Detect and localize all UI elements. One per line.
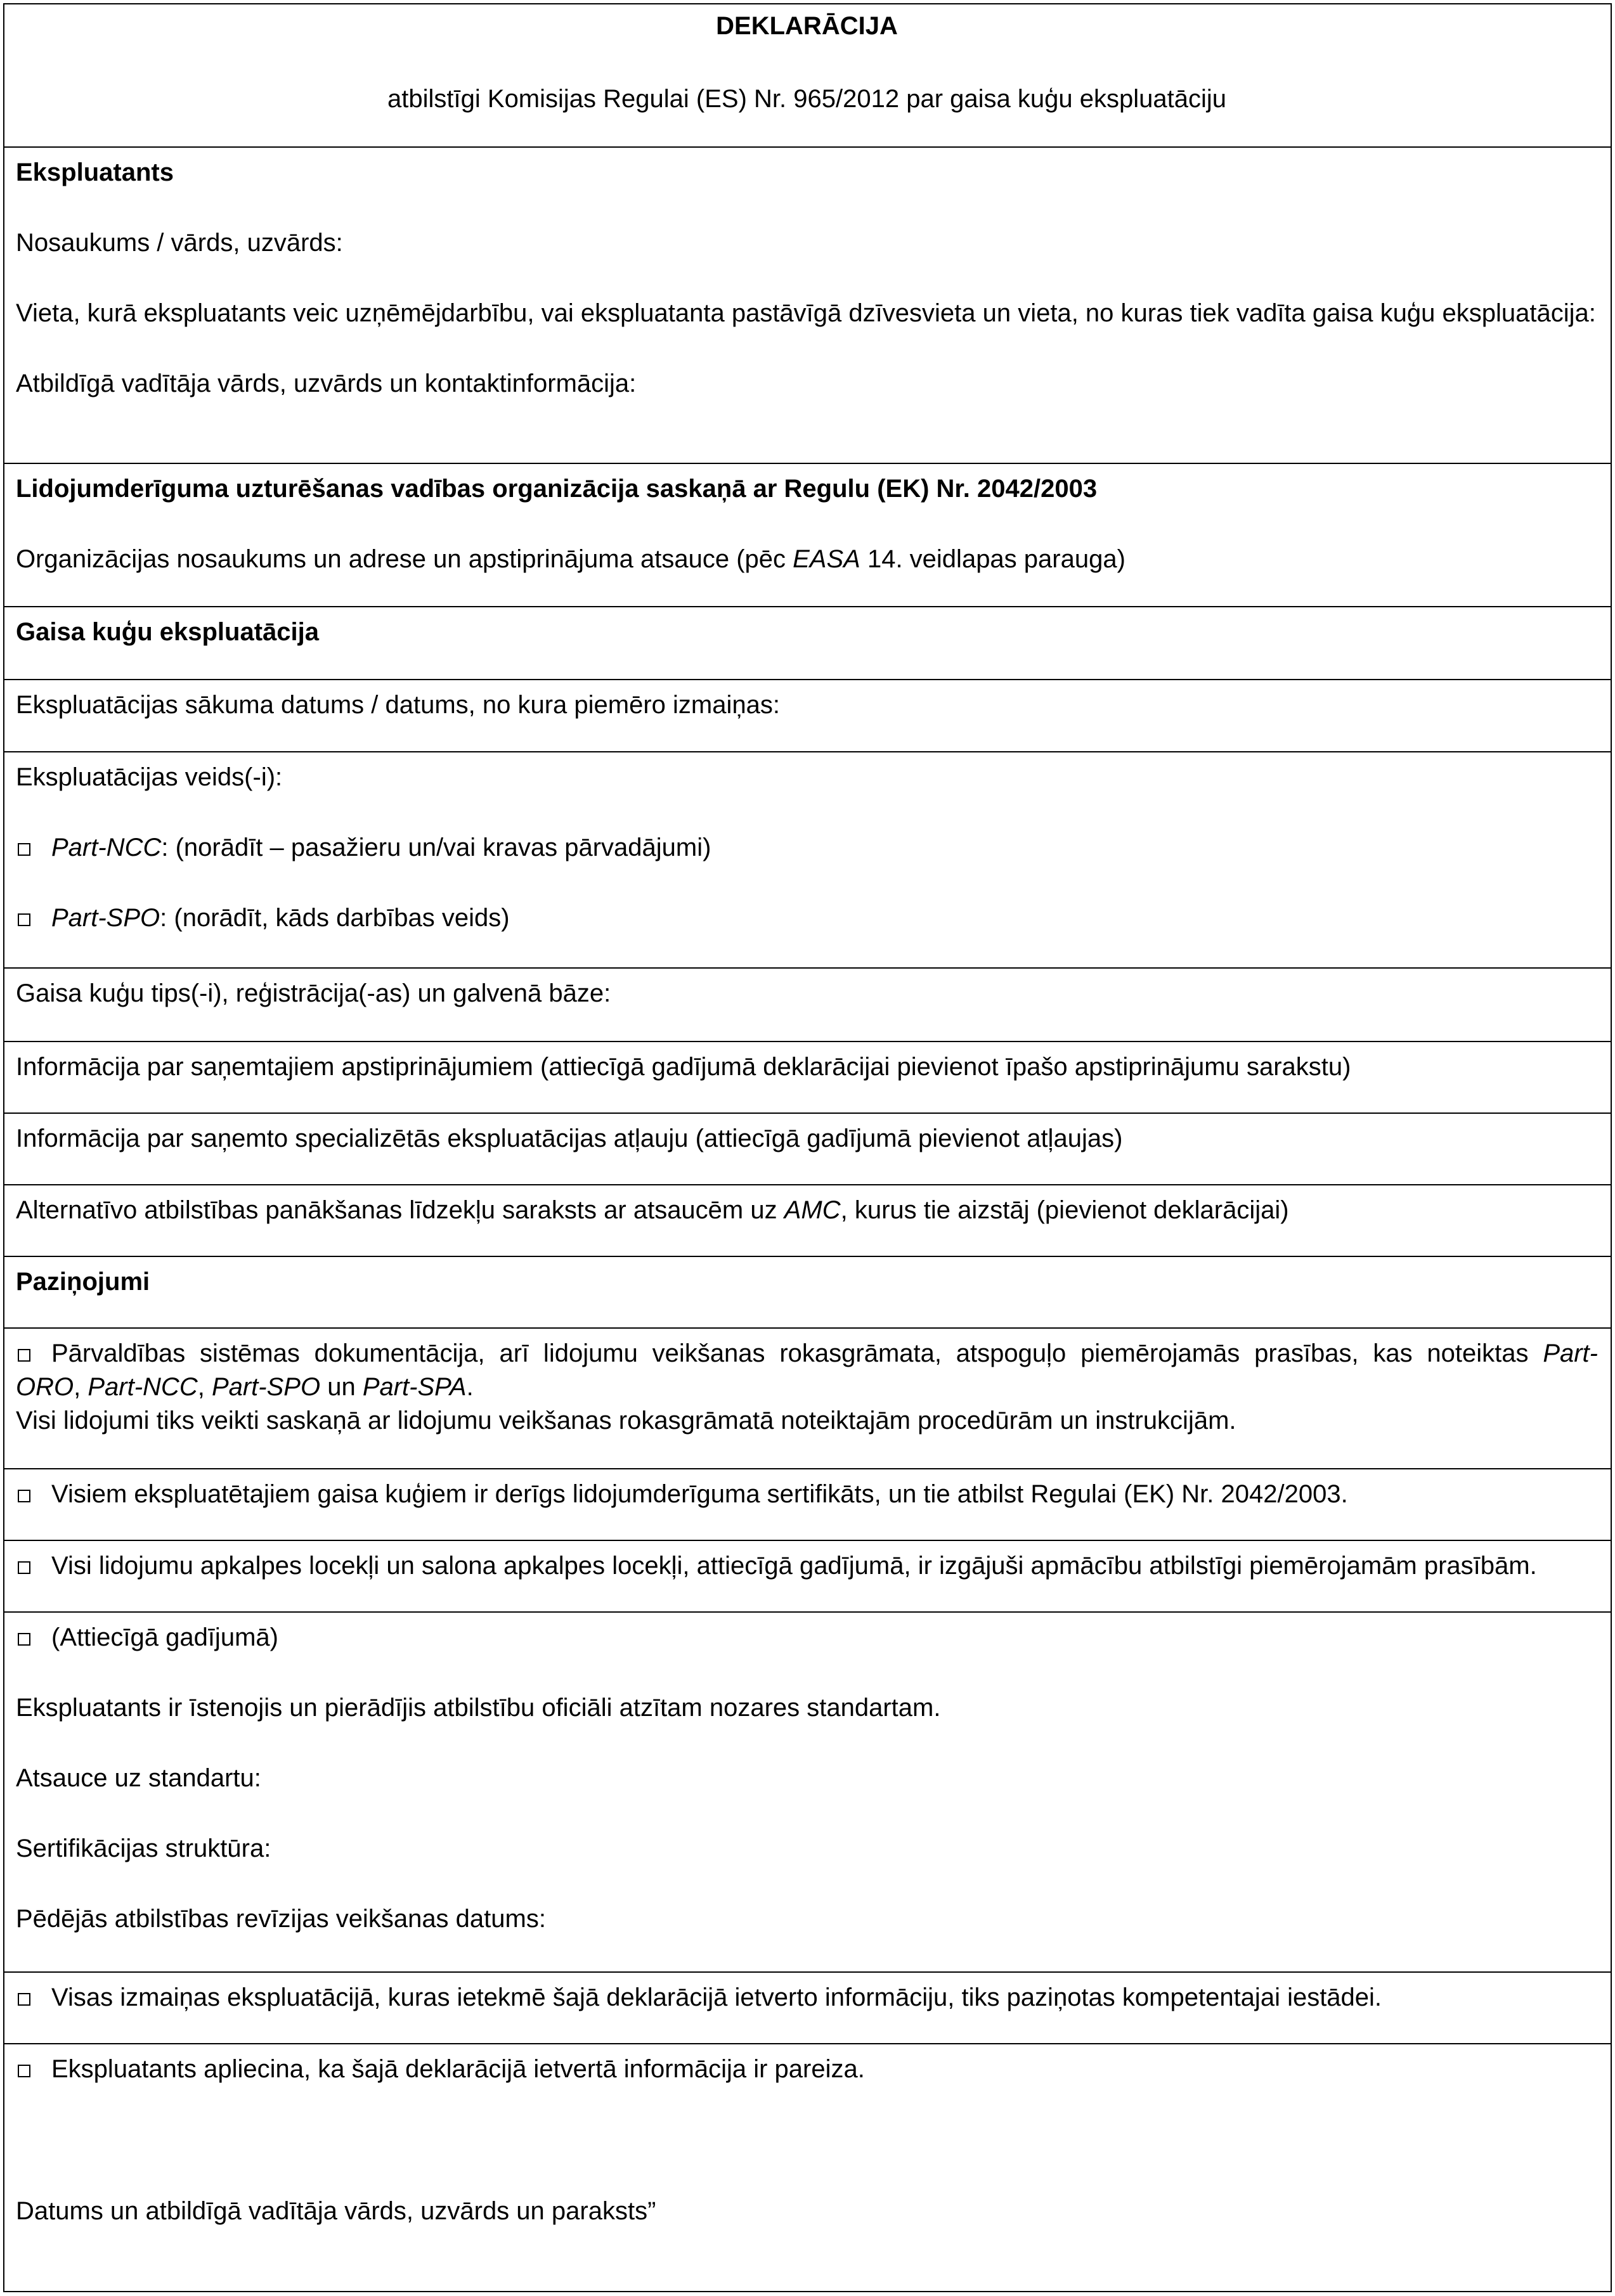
checkbox-management-system <box>18 1349 30 1362</box>
statements-heading-row <box>4 1256 1611 1327</box>
airworthiness-label: Visiem ekspluatētajiem gaisa kuģiem ir derīgs lidojumderīguma sertifikāts, un tie atbilst Regulai (EK) Nr. 2042/2003. <box>51 1480 1348 1508</box>
camo-label-text: Organizācijas nosaukums un adrese un apstiprinājuma atsauce (pēc <box>16 545 793 573</box>
camo-section <box>4 463 1611 606</box>
standard-reference-label: Atsauce uz standartu: <box>16 1764 261 1792</box>
operator-heading: Ekspluatants <box>16 158 174 186</box>
checkbox-confirmation <box>18 2065 30 2077</box>
start-date-row <box>4 679 1611 751</box>
part-spa-ref: Part-SPA <box>362 1373 467 1401</box>
aircraft-row <box>4 967 1611 1041</box>
operator-name-label: Nosaukums / vārds, uzvārds: <box>16 229 343 257</box>
management-system-text-start: Pārvaldības sistēmas dokumentācija, arī lidojumu veikšanas rokasgrāmata, atspoguļo piemērojamās prasības, kas noteiktas <box>51 1339 1543 1367</box>
part-spo-description: : (norādīt, kāds darbības veids) <box>160 904 510 932</box>
camo-organisation-label <box>16 543 1598 576</box>
operation-types-row <box>4 751 1611 967</box>
signature-label: Datums un atbildīgā vadītāja vārds, uzvārds un paraksts” <box>16 2197 656 2225</box>
crew-training-statement <box>4 1540 1611 1611</box>
management-system-line-1 <box>16 1337 1598 1371</box>
operation-types-label: Ekspluatācijas veids(-i): <box>16 763 283 791</box>
easa-form-reference: EASA <box>793 545 860 573</box>
amc-term: AMC <box>784 1196 841 1224</box>
confirmation-text <box>16 2053 1598 2086</box>
aircraft-operation-heading: Gaisa kuģu ekspluatācija <box>16 618 319 646</box>
confirmation-section <box>4 2043 1611 2291</box>
spo-authorisation-row <box>4 1113 1611 1184</box>
part-spo-code: Part-SPO <box>51 904 160 932</box>
management-system-statement <box>4 1327 1611 1468</box>
checkbox-part-ncc <box>18 843 30 856</box>
amc-row <box>4 1184 1611 1256</box>
checkbox-part-spo <box>18 913 30 926</box>
operator-section <box>4 146 1611 463</box>
separator: un <box>320 1373 363 1401</box>
camo-heading: Lidojumderīguma uzturēšanas vadības organizācija saskaņā ar Regulu (EK) Nr. 2042/2003 <box>16 475 1098 503</box>
camo-label-text-end: 14. veidlapas parauga) <box>860 545 1125 573</box>
changes-text <box>16 1981 1598 2015</box>
changes-statement <box>4 1971 1611 2043</box>
part-oro-head: Part- <box>1543 1339 1598 1367</box>
management-system-text <box>16 1337 1598 1438</box>
management-system-line-3: Visi lidojumi tiks veikti saskaņā ar lidojumu veikšanas rokasgrāmatā noteiktajām procedūrām un instrukcijām. <box>16 1407 1236 1435</box>
part-ncc-ref: Part-NCC <box>88 1373 198 1401</box>
declaration-subtitle: atbilstīgi Komisijas Regulai (ES) Nr. 965/2012 par gaisa kuģu ekspluatāciju <box>387 85 1226 113</box>
standard-text: Ekspluatants ir īstenojis un pierādījis atbilstību oficiāli atzītam nozares standartam. <box>16 1694 941 1722</box>
last-audit-date-label: Pēdējās atbilstības revīzijas veikšanas datums: <box>16 1905 546 1933</box>
airworthiness-text <box>16 1478 1598 1511</box>
separator: , <box>197 1373 212 1401</box>
option-part-spo <box>16 901 1598 935</box>
operator-place-label: Vieta, kurā ekspluatants veic uzņēmējdarbību, vai ekspluatanta pastāvīgā dzīvesvieta un vieta, no kuras tiek vadīta gaisa kuģu ekspluatācija: <box>16 299 1596 327</box>
standard-condition-label: (Attiecīgā gadījumā) <box>51 1623 278 1651</box>
management-system-line-2 <box>16 1371 1598 1404</box>
amc-label-text-end: , kurus tie aizstāj (pievienot deklarācijai) <box>840 1196 1289 1224</box>
confirmation-label: Ekspluatants apliecina, ka šajā deklarācijā ietvertā informācija ir pareiza. <box>51 2055 865 2083</box>
airworthiness-statement <box>4 1468 1611 1540</box>
part-spo-ref: Part-SPO <box>211 1373 321 1401</box>
checkbox-crew-training <box>18 1561 30 1574</box>
industry-standard-statement <box>4 1611 1611 1971</box>
aircraft-label: Gaisa kuģu tips(-i), reģistrācija(-as) un galvenā bāze: <box>16 979 611 1007</box>
approvals-row <box>4 1041 1611 1113</box>
part-oro-tail: ORO <box>16 1373 74 1401</box>
crew-training-label: Visi lidojumu apkalpes locekļi un salona apkalpes locekļi, attiecīgā gadījumā, ir izgājuši apmācību atbilstīgi piemērojamām prasībām. <box>51 1552 1537 1580</box>
changes-label: Visas izmaiņas ekspluatācijā, kuras ietekmē šajā deklarācijā ietverto informāciju, tiks paziņotas kompetentajai iestādei. <box>51 1983 1382 2011</box>
approvals-label: Informācija par saņemtajiem apstiprinājumiem (attiecīgā gadījumā deklarācijai pievienot īpašo apstiprinājumu sarakstu) <box>16 1053 1351 1081</box>
checkbox-industry-standard <box>18 1633 30 1646</box>
declaration-header <box>4 4 1611 146</box>
accountable-manager-label: Atbildīgā vadītāja vārds, uzvārds un kontaktinformācija: <box>16 370 637 397</box>
sentence-end: . <box>466 1373 474 1401</box>
checkbox-airworthiness <box>18 1490 30 1502</box>
part-ncc-code: Part-NCC <box>51 834 162 861</box>
declaration-form <box>3 3 1612 2292</box>
declaration-title: DEKLARĀCIJA <box>716 12 898 40</box>
amc-label <box>16 1194 1598 1227</box>
option-part-ncc <box>16 831 1598 865</box>
part-ncc-description: : (norādīt – pasažieru un/vai kravas pārvadājumi) <box>161 834 711 861</box>
standard-condition <box>16 1621 1598 1654</box>
amc-label-text: Alternatīvo atbilstības panākšanas līdzekļu saraksts ar atsaucēm uz <box>16 1196 784 1224</box>
spo-authorisation-label: Informācija par saņemto specializētās ekspluatācijas atļauju (attiecīgā gadījumā pievienot atļaujas) <box>16 1125 1123 1152</box>
checkbox-changes <box>18 1993 30 2006</box>
aircraft-operation-heading-row <box>4 606 1611 679</box>
statements-heading: Paziņojumi <box>16 1268 150 1296</box>
crew-training-text <box>16 1549 1598 1583</box>
start-date-label: Ekspluatācijas sākuma datums / datums, no kura piemēro izmaiņas: <box>16 691 780 719</box>
separator: , <box>74 1373 88 1401</box>
certification-body-label: Sertifikācijas struktūra: <box>16 1835 271 1862</box>
